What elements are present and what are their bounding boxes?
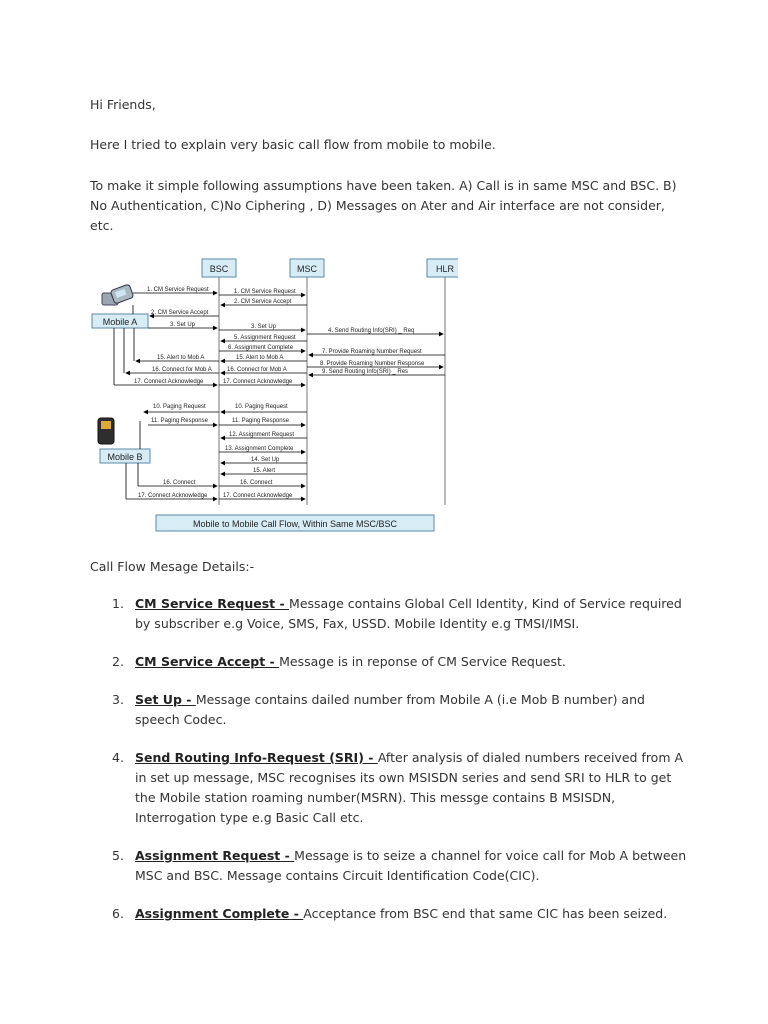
diagram-caption	[156, 515, 434, 531]
svg-text:Mobile to Mobile Call Flow, Wi: Mobile to Mobile Call Flow, Within Same MSC/BSC	[192, 519, 398, 529]
msg-label: 17. Connect Acknowledge	[223, 379, 293, 385]
node-bsc	[202, 259, 236, 277]
message-details-list	[90, 594, 690, 942]
intro-text: Here I tried to explain very basic call flow from mobile to mobile.	[90, 137, 496, 152]
node-msc	[290, 259, 324, 277]
term-description: Message is to seize a channel for voice call for Mob A between MSC and BSC. Message contains Circuit Identification Code(CIC).	[135, 848, 687, 883]
msg-label: 3. Set Up	[251, 324, 277, 330]
svg-text:BSC: BSC	[209, 264, 229, 274]
msg-label: 6. Assignment Complete	[228, 345, 294, 351]
term-description: Message contains Global Cell Identity, Kind of Service required by subscriber e.g Voice, SMS, Fax, USSD. Mobile Identity e.g TMSI/IMSI.	[135, 596, 682, 631]
mobile-a-phone-icon	[102, 284, 134, 305]
greeting-text: Hi Friends,	[90, 97, 156, 112]
msg-label: 1. CM Service Request	[234, 289, 296, 295]
msg-label: 9. Send Routing Info(SRI) _ Res	[322, 369, 409, 375]
svg-text:Mobile A: Mobile A	[102, 317, 138, 327]
msg-label: 17. Connect Acknowledge	[138, 493, 208, 499]
svg-text:HLR: HLR	[435, 264, 455, 274]
term-label: Send Routing Info-Request (SRI)	[135, 750, 364, 765]
msg-label: 17. Connect Acknowledge	[223, 493, 293, 499]
assumptions-text: To make it simple following assumptions have been taken. A) Call is in same MSC and BSC. B) No Authentication, C)No Ciphering , D) Messages on Ater and Air interface are not consider, etc.	[90, 178, 677, 233]
term-label: CM Service Request	[135, 596, 276, 611]
call-flow-diagram	[88, 255, 458, 535]
list-item: 6. Assignment Complete - Acceptance from BSC end that same CIC has been seized.	[112, 906, 668, 921]
msg-label: 12. Assignment Request	[229, 432, 295, 438]
msg-label: 2. CM Service Accept	[234, 299, 292, 305]
msg-label: 15. Alert to Mob A	[157, 355, 205, 361]
msg-label: 13. Assignment Complete	[225, 446, 294, 452]
msg-label: 3. Set Up	[170, 322, 196, 328]
term-label: Assignment Complete	[135, 906, 290, 921]
mobile-b-phone-icon	[98, 418, 114, 444]
list-item: 4. Send Routing Info-Request (SRI) - After analysis of dialed numbers received from A in set up message, MSC recognises its own MSISDN series and send SRI to HLR to get the Mobile station roaming number(MSRN). This messge contains B MSISDN, Interrogation type e.g Basic Call etc.	[112, 750, 684, 825]
msg-label: 15. Alert	[253, 468, 276, 474]
term-description: Acceptance from BSC end that same CIC has been seized.	[303, 906, 668, 921]
list-item: 5. Assignment Request - Message is to seize a channel for voice call for Mob A between MSC and BSC. Message contains Circuit Identification Code(CIC).	[112, 848, 687, 883]
msg-label: 16. Connect for Mob A	[227, 367, 287, 373]
msg-label: 1. CM Service Request	[147, 287, 209, 293]
term-label: Assignment Request	[135, 848, 281, 863]
term-description: After analysis of dialed numbers received from A in set up message, MSC recognises its own MSISDN series and send SRI to HLR to get the Mobile station roaming number(MSRN). This messge contains B MSISDN, Interrogation type e.g Basic Call etc.	[135, 750, 684, 825]
msg-label: 2. CM Service Accept	[151, 310, 209, 316]
term-label: CM Service Accept	[135, 654, 266, 669]
msg-label: 16. Connect	[240, 480, 273, 486]
msg-label: 7. Provide Roaming Number Request	[322, 349, 422, 355]
details-heading: Call Flow Mesage Details:-	[90, 559, 255, 574]
msg-label: 17. Connect Acknowledge	[134, 379, 204, 385]
msg-label: 15. Alert to Mob A	[236, 355, 284, 361]
list-item: 1. CM Service Request - Message contains Global Cell Identity, Kind of Service required by subscriber e.g Voice, SMS, Fax, USSD. Mobile Identity e.g TMSI/IMSI.	[112, 596, 682, 631]
node-hlr	[427, 259, 458, 277]
svg-text:Mobile B: Mobile B	[107, 452, 143, 462]
msg-label: 5. Assignment Request	[234, 335, 296, 341]
node-mobile-b	[100, 449, 150, 463]
term-label: Set Up	[135, 692, 182, 707]
msg-label: 16. Connect	[163, 480, 196, 486]
msg-label: 4. Send Routing Info(SRI) _ Req	[328, 328, 415, 334]
msg-label: 10. Paging Request	[235, 404, 288, 410]
msg-label: 16. Connect for Mob A	[152, 367, 212, 373]
msg-label: 8. Provide Roaming Number Response	[320, 361, 425, 367]
term-description: Message contains dailed number from Mobile A (i.e Mob B number) and speech Codec.	[135, 692, 645, 727]
node-mobile-a	[92, 314, 148, 328]
msg-label: 11. Paging Response	[232, 418, 289, 424]
svg-text:MSC: MSC	[297, 264, 317, 274]
msg-label: 10. Paging Request	[153, 404, 206, 410]
list-item: 2. CM Service Accept - Message is in reponse of CM Service Request.	[112, 654, 566, 669]
msg-label: 14. Set Up	[251, 457, 280, 463]
msg-label: 11. Paging Response	[151, 418, 208, 424]
list-item: 3. Set Up - Message contains dailed number from Mobile A (i.e Mob B number) and speech Codec.	[112, 692, 645, 727]
term-description: Message is in reponse of CM Service Request.	[279, 654, 566, 669]
